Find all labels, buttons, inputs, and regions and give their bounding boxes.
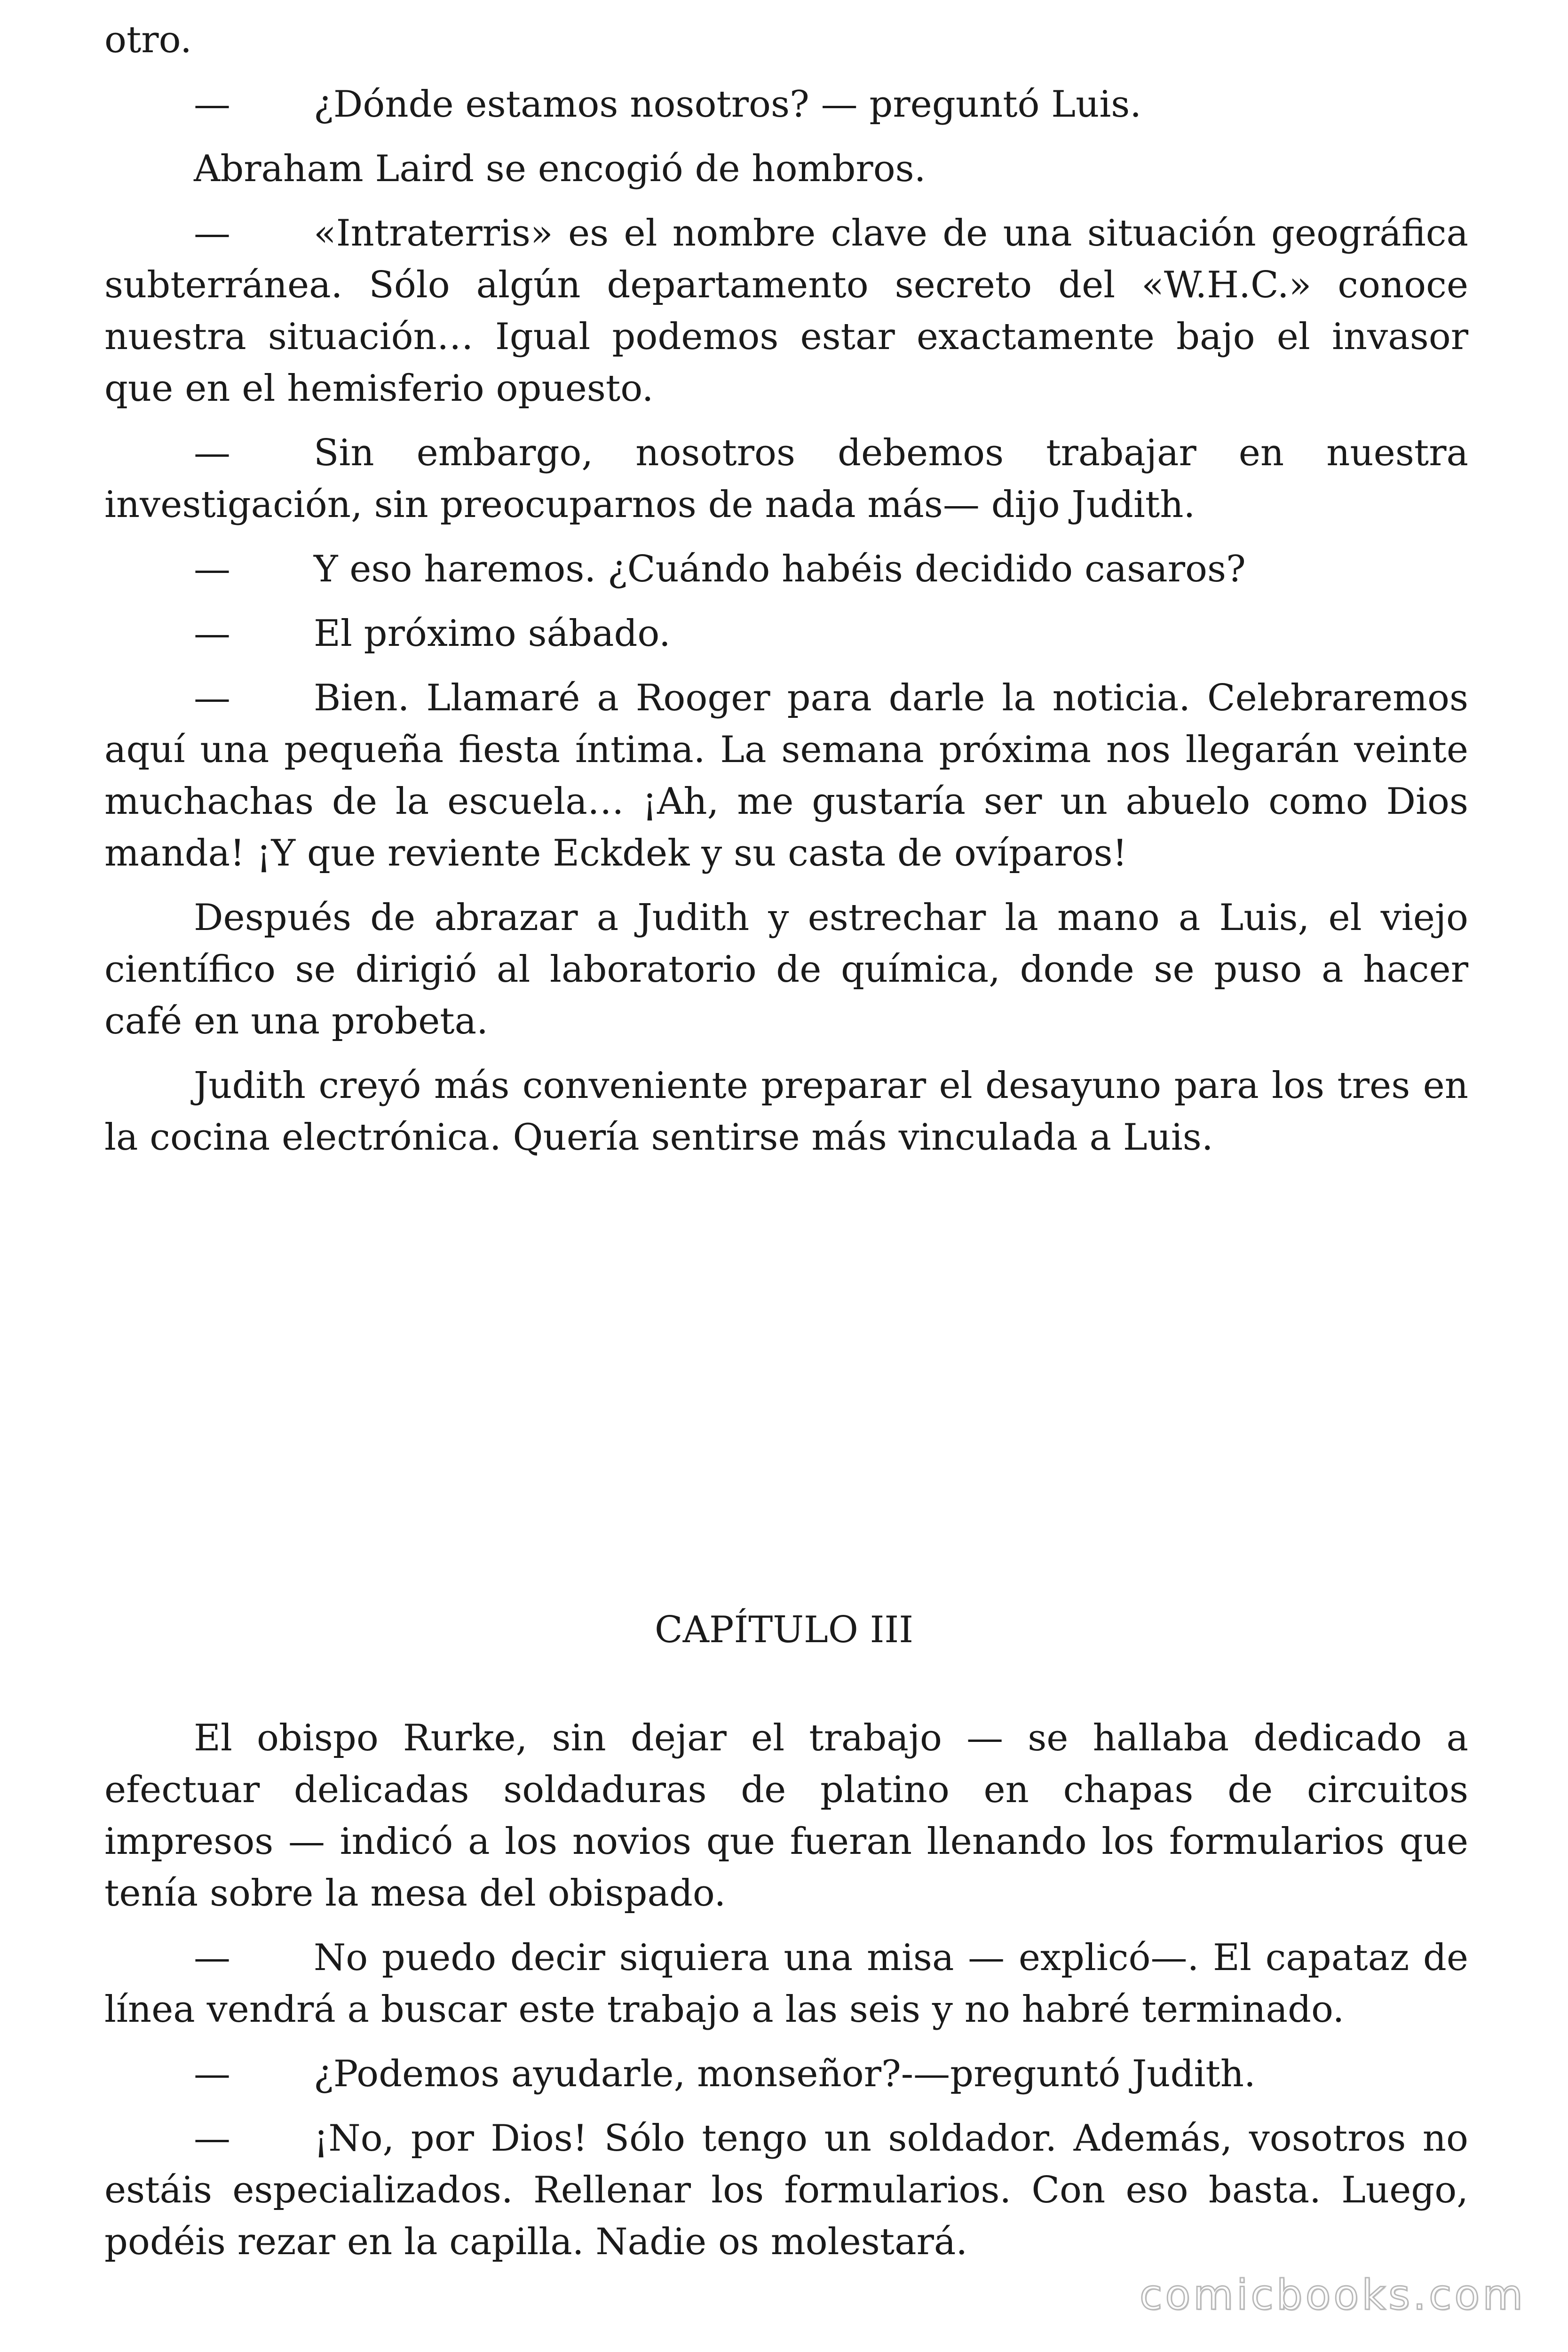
narration-paragraph bbox=[104, 1712, 1468, 1919]
paragraph-text: otro. bbox=[104, 19, 192, 61]
narration-paragraph bbox=[104, 1060, 1468, 1163]
paragraph-text: El obispo Rurke, sin dejar el trabajo — se hallaba dedicado a efectuar delicadas soldaduras de platino en chapas de circuitos impresos — indicó a los novios que fueran llenando los formularios que tenía sobre la mesa del obispado. bbox=[104, 1717, 1468, 1915]
paragraph-text: No puedo decir siquiera una misa — explicó—. El capataz de línea vendrá a buscar este trabajo a las seis y no habré terminado. bbox=[104, 1937, 1468, 2031]
paragraph-text: Y eso haremos. ¿Cuándo habéis decidido casaros? bbox=[314, 548, 1246, 590]
paragraph-text: Bien. Llamaré a Rooger para darle la noticia. Celebraremos aquí una pequeña fiesta íntima. La semana próxima nos llegarán veinte muchachas de la escuela… ¡Ah, me gustaría ser un abuelo como Dios manda! ¡Y que reviente Eckdek y su casta de ovíparos! bbox=[104, 677, 1468, 874]
dialogue-paragraph bbox=[104, 79, 1468, 130]
paragraph-text: ¡No, por Dios! Sólo tengo un soldador. Además, vosotros no estáis especializados. Rellenar los formularios. Con eso basta. Luego, podéis rezar en la capilla. Nadie os molestará. bbox=[104, 2117, 1468, 2263]
dialogue-paragraph bbox=[104, 207, 1468, 414]
dialogue-dash: — bbox=[194, 212, 230, 254]
paragraph-text: ¿Dónde estamos nosotros? — preguntó Luis. bbox=[314, 83, 1142, 126]
paragraph-text: Abraham Laird se encogió de hombros. bbox=[194, 148, 926, 190]
narration-paragraph bbox=[104, 143, 1468, 195]
dialogue-paragraph bbox=[104, 427, 1468, 531]
narration-paragraph bbox=[104, 892, 1468, 1047]
dialogue-dash: — bbox=[194, 612, 230, 655]
dialogue-paragraph bbox=[104, 2113, 1468, 2268]
dialogue-dash: — bbox=[194, 2117, 230, 2160]
paragraph-text: El próximo sábado. bbox=[314, 612, 671, 655]
dialogue-dash: — bbox=[194, 1937, 230, 1979]
chapter-heading: CAPÍTULO III bbox=[654, 1609, 914, 1651]
dialogue-paragraph bbox=[104, 608, 1468, 660]
paragraph-text: ¿Podemos ayudarle, monseñor?-—preguntó Judith. bbox=[314, 2053, 1256, 2095]
dialogue-paragraph bbox=[104, 543, 1468, 595]
dialogue-dash: — bbox=[194, 677, 230, 719]
text-column-bottom bbox=[104, 1712, 1468, 2280]
watermark-logo: comicbooks.com bbox=[1139, 2271, 1526, 2319]
paragraph-text: «Intraterris» es el nombre clave de una situación geográfica subterránea. Sólo algún departamento secreto del «W.H.C.» conoce nuestra situación… Igual podemos estar exactamente bajo el invasor que en el hemisferio opuesto. bbox=[104, 212, 1468, 410]
dialogue-paragraph bbox=[104, 672, 1468, 879]
dialogue-paragraph bbox=[104, 2048, 1468, 2100]
paragraph-text: Sin embargo, nosotros debemos trabajar en nuestra investigación, sin preocuparnos de nada más— dijo Judith. bbox=[104, 432, 1468, 526]
dialogue-paragraph bbox=[104, 1932, 1468, 2035]
dialogue-dash: — bbox=[194, 548, 230, 590]
text-column-top bbox=[104, 14, 1468, 1176]
paragraph-text: Después de abrazar a Judith y estrechar la mano a Luis, el viejo científico se dirigió al laboratorio de química, donde se puso a hacer café en una probeta. bbox=[104, 897, 1468, 1042]
dialogue-dash: — bbox=[194, 83, 230, 126]
paragraph-text: Judith creyó más conveniente preparar el desayuno para los tres en la cocina electrónica. Quería sentirse más vinculada a Luis. bbox=[104, 1065, 1468, 1159]
dialogue-dash: — bbox=[194, 432, 230, 474]
dialogue-dash: — bbox=[194, 2053, 230, 2095]
paragraph-continuation bbox=[104, 14, 1468, 66]
